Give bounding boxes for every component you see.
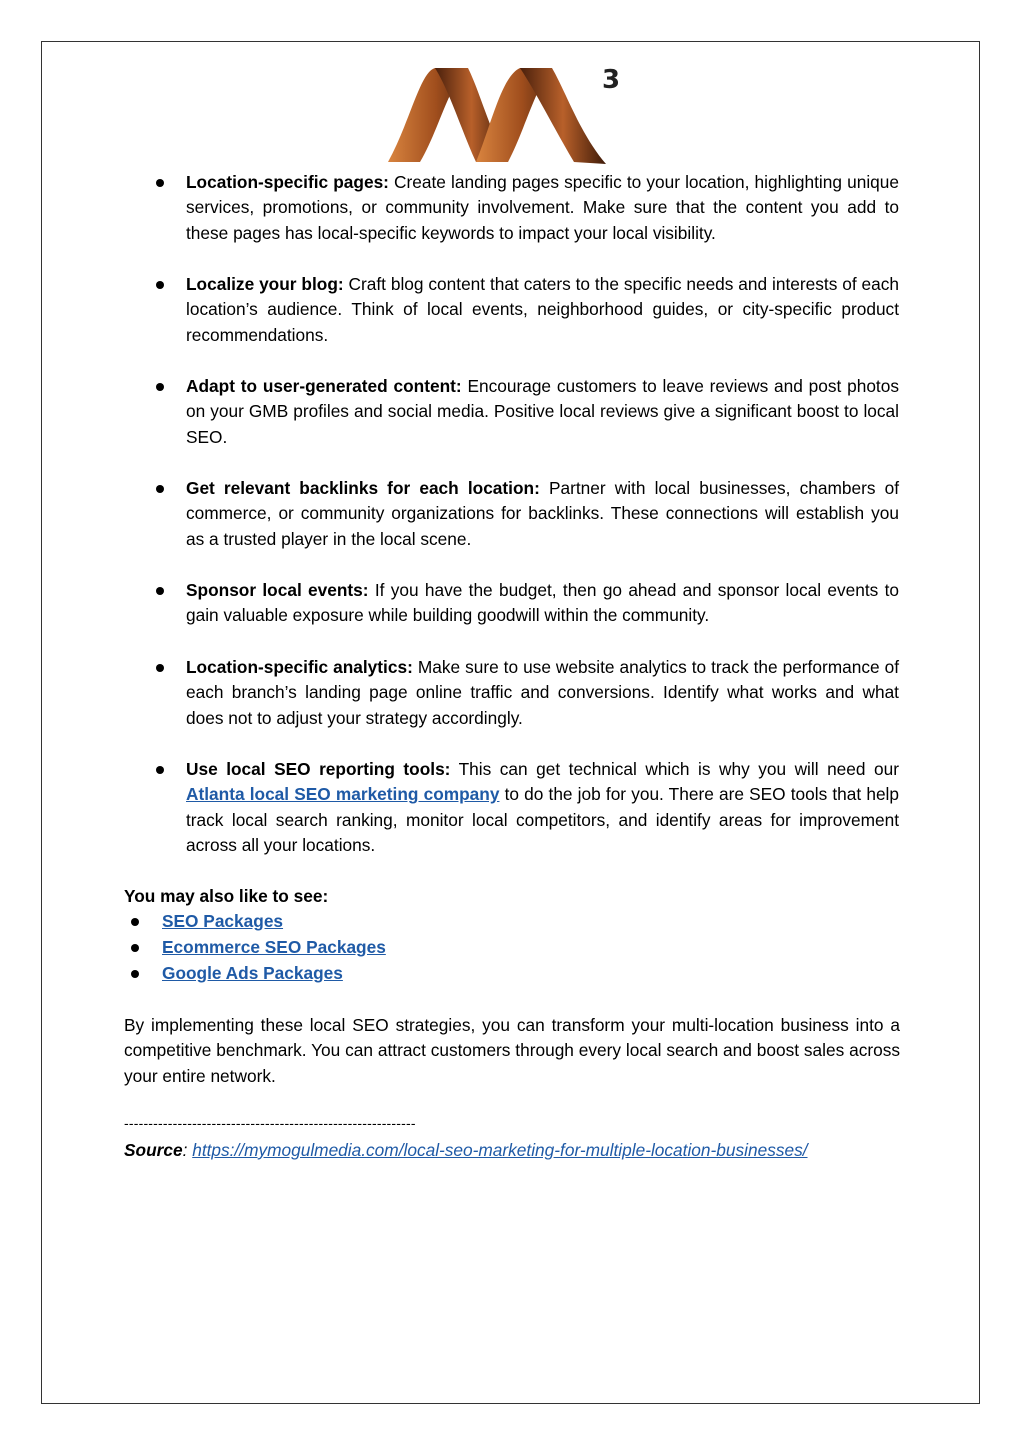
list-item-text: Use local SEO reporting tools: This can get technical which is why you will need our Atlanta local SEO marketing company to do the job for you. There are SEO tools that help track local search ranking, monitor local competitors, and identify areas for improvement across all your locations. [186,759,900,855]
google-ads-packages-link[interactable]: Google Ads Packages [162,963,343,983]
list-item-text: Get relevant backlinks for each location: Partner with local businesses, chambers of commerce, or community organizations for backlinks. These connections will establish you as a trusted player in the local scene. [186,478,899,549]
bullet-icon [156,179,164,187]
ecommerce-seo-packages-link[interactable]: Ecommerce SEO Packages [162,937,386,957]
list-item-text: Location-specific analytics: Make sure to use website analytics to track the performance of each branch’s landing page online traffic and conversions. Identify what works and what does not to adjust your strategy accordingly. [186,657,899,728]
bullet-icon [131,918,139,926]
bullet-icon [156,766,164,774]
source-label: Source [124,1140,183,1160]
m3-logo [380,62,632,172]
closing-paragraph: By implementing these local SEO strategies, you can transform your multi-location business into a competitive benchmark. You can attract customers through every local search and boost sales across your entire network. [124,1015,900,1086]
atlanta-seo-link[interactable]: Atlanta local SEO marketing company [186,784,500,805]
source-line: Source: https://mymogulmedia.com/local-seo-marketing-for-multiple-location-businesses/ [124,1140,808,1160]
seo-packages-link[interactable]: SEO Packages [162,911,284,931]
bullet-icon [131,970,139,978]
bullet-icon [156,587,164,595]
list-item-text: Adapt to user-generated content: Encourage customers to leave reviews and post photos on your GMB profiles and social media. Positive local reviews give a significant boost to local SEO. [186,376,899,447]
source-url-link[interactable]: https://mymogulmedia.com/local-seo-marketing-for-multiple-location-businesses/ [192,1140,808,1160]
svg-text:3: 3 [602,65,621,95]
bullet-icon [156,485,164,493]
bullet-icon [156,281,164,289]
divider: ------------------------------------------------------------ [124,1115,416,1131]
list-item-text: Sponsor local events: If you have the budget, then go ahead and sponsor local events to gain valuable exposure while building goodwill within the community. [186,580,899,626]
bullet-icon [156,664,164,672]
bullet-icon [156,383,164,391]
also-like-heading: You may also like to see: [124,886,329,906]
list-item-text: Location-specific pages: Create landing pages specific to your location, highlighting unique services, promotions, or community involvement. Make sure that the content you add to these pages has local-specific keywords to impact your local visibility. [186,172,899,243]
list-item-text: Localize your blog: Craft blog content that caters to the specific needs and interests of each location’s audience. Think of local events, neighborhood guides, or city-specific product recommendations. [186,274,899,345]
bullet-icon [131,944,139,952]
